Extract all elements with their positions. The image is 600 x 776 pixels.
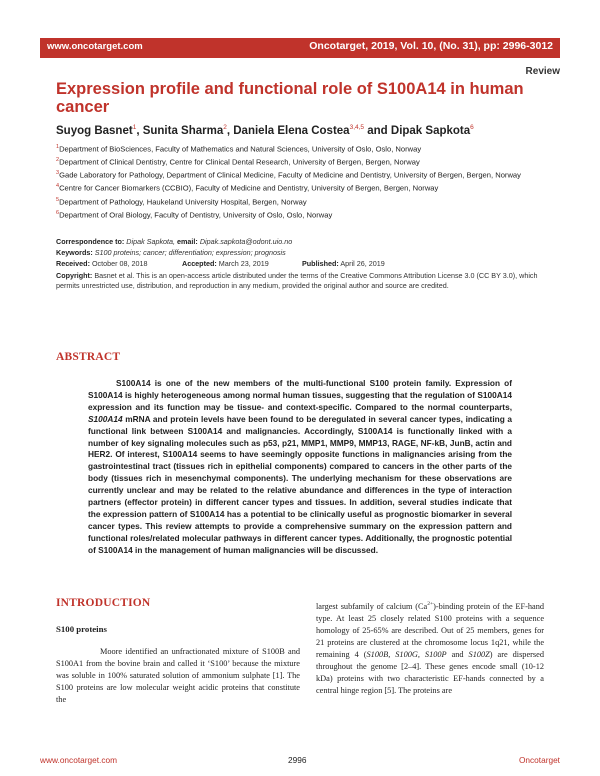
footer-site-url[interactable]: www.oncotarget.com xyxy=(40,755,118,765)
email-label: email: xyxy=(177,237,198,246)
author-separator: , xyxy=(226,124,234,137)
separator: , xyxy=(388,649,396,659)
copyright-text: Basnet et al. This is an open-access article distributed under the terms of the Creative Commons Attribution License 3.0 (CC BY 3.0), which permits unrestricted use, distribution, and reproduction in any medium, provided the original author and source are credited. xyxy=(56,270,538,291)
keywords-text: S100 proteins; cancer; differentiation; expression; prognosis xyxy=(94,247,286,257)
article-type-label: Review xyxy=(525,66,560,77)
abstract-text: S100A14 is one of the new members of the multi-functional S100 protein family. Expression of S100A14 is highly heterogeneous among normal human tissues, suggesting that the regulation of S100A14 expression and its function may be tissue- and context-specific. Compared to the normal counterparts, xyxy=(88,378,512,412)
affiliation-number: 3 xyxy=(56,170,60,177)
correspondence-email[interactable]: Dipak.sapkota@odont.uio.no xyxy=(199,237,293,246)
affiliation-number: 1 xyxy=(56,144,60,150)
copyright-label: Copyright: xyxy=(56,270,93,280)
accepted-label: Accepted: xyxy=(182,258,217,268)
author-affiliation-marker: 2 xyxy=(223,124,227,131)
received-label: Received: xyxy=(56,258,90,268)
section-subheading: S100 proteins xyxy=(56,624,107,634)
author-name: Suyog Basnet xyxy=(56,124,133,137)
gene-name: S100B xyxy=(366,649,389,659)
separator: and xyxy=(446,649,469,659)
header-citation: Oncotarget, 2019, Vol. 10, (No. 31), pp: 2996-3012 xyxy=(309,40,553,52)
paragraph-text: Moore identified an unfractionated mixture of S100B and S100A1 from the bovine brain and called it ‘S100’ because the mixture was soluble in 100% saturated solution of ammonium sulphate [1]. The S100 proteins are low molecular weight acidic proteins that constitute the xyxy=(56,647,300,704)
introduction-heading: INTRODUCTION xyxy=(56,597,151,609)
dates-line xyxy=(56,259,556,270)
abstract-heading: ABSTRACT xyxy=(56,351,121,363)
separator: , xyxy=(417,649,425,659)
affiliation-item xyxy=(56,168,556,181)
article-title: Expression profile and functional role of S100A14 in human cancer xyxy=(56,80,524,116)
correspondence-label: Correspondence to: xyxy=(56,237,125,246)
affiliation-text: Gade Laboratory for Pathology, Department of Clinical Medicine, Faculty of Medicine and Dentistry, University of Bergen, Bergen, Norway xyxy=(59,170,521,180)
affiliation-number: 2 xyxy=(56,157,60,164)
affiliation-item xyxy=(56,142,556,155)
published-date: April 26, 2019 xyxy=(340,258,385,268)
author-separator: , xyxy=(136,124,143,137)
paragraph-text: largest subfamily of calcium (Ca xyxy=(316,601,428,611)
article-metadata xyxy=(56,237,556,292)
author-name: Daniela Elena Costea xyxy=(233,124,350,137)
author-affiliation-marker: 6 xyxy=(470,124,474,131)
author-name: Sunita Sharma xyxy=(142,124,224,137)
affiliation-text: Department of Oral Biology, Faculty of Dentistry, University of Oslo, Oslo, Norway xyxy=(59,210,333,220)
superscript: 2+ xyxy=(427,601,434,607)
author-list xyxy=(56,124,474,137)
author-separator: and xyxy=(364,124,391,137)
body-column-right xyxy=(316,598,544,697)
published-label: Published: xyxy=(302,258,339,268)
page-footer xyxy=(40,755,560,767)
gene-name: S100G xyxy=(395,649,418,659)
keywords-label: Keywords: xyxy=(56,247,93,257)
affiliation-text: Department of BioSciences, Faculty of Mathematics and Natural Sciences, University of Oslo, Oslo, Norway xyxy=(59,144,422,154)
abstract-italic-gene: S100A14 xyxy=(88,413,123,424)
author-affiliation-marker: 1 xyxy=(132,124,137,131)
journal-header-bar xyxy=(40,38,560,58)
correspondence-line xyxy=(56,237,556,248)
affiliation-item xyxy=(56,208,556,221)
footer-journal-name: Oncotarget xyxy=(518,755,560,765)
affiliation-number: 4 xyxy=(56,183,60,190)
affiliation-number: 6 xyxy=(56,209,60,216)
keywords-line xyxy=(56,248,556,259)
abstract-body xyxy=(88,378,512,557)
affiliation-text: Centre for Cancer Biomarkers (CCBIO), Faculty of Medicine and Dentistry, University of Bergen, Bergen, Norway xyxy=(59,183,439,193)
affiliation-number: 5 xyxy=(56,196,60,203)
abstract-text: mRNA and protein levels have been found to be deregulated in several cancer types, indicating a functional link between S100A14 and malignancies. Accordingly, S100A14 is functionally linked with a number of key signaling molecules such as p53, p21, MMP1, MMP9, MMP13, RAGE, NF-kB, JunB, actin and HER2. Of interest, S100A14 seems to have seemingly opposite functions in malignancies arising from the gastrointestinal tract (tissues rich in epithelial components) compared to cancers in the other parts of the body (tissues rich in mesenchymal components). The underlying mechanism for these observations are currently unclear and may be related to the relative abundance and differences in the type of interaction partners (effector protein) in different cancer types and tissues. In addition, several studies indicate that the expression pattern of S100A14 has a potential to be clinically useful as prognostic biomarker in several cancer types. This review attempts to provide a comprehensive summary on the expression pattern and functional roles/related molecular pathways in different cancer types. Additionally, the prognostic potential of S100A14 in the management of human malignancies will be discussed. xyxy=(88,413,512,555)
gene-name: S100Z xyxy=(468,649,490,659)
body-column-left xyxy=(56,646,300,706)
received-date: October 08, 2018 xyxy=(91,258,148,268)
author-name: Dipak Sapkota xyxy=(390,124,471,137)
paragraph-text: )-binding protein of the EF-hand type. At least 25 closely related S100 proteins with a sequence homology of 25-65% are described. Out of 25 members, genes for 21 proteins are clustered at the chromosome locus 1q21, while the remaining 4 ( xyxy=(316,601,544,659)
affiliation-list xyxy=(56,142,556,221)
gene-name: S100P xyxy=(424,649,447,659)
correspondence-name: Dipak Sapkota, xyxy=(126,237,176,246)
copyright-notice xyxy=(56,271,556,293)
affiliation-text: Department of Pathology, Haukeland University Hospital, Bergen, Norway xyxy=(59,197,307,207)
author-affiliation-marker: 3,4,5 xyxy=(349,124,365,131)
header-site-url[interactable]: www.oncotarget.com xyxy=(47,41,143,52)
paragraph-text: ) are dispersed throughout the genome [2–4]. These genes encode small (10-12 kDa) proteins with two characteristic EF-hands connected by a central hinge region [5]. The proteins are xyxy=(316,649,544,695)
affiliation-item xyxy=(56,195,556,208)
page-number: 2996 xyxy=(288,755,307,765)
accepted-date: March 23, 2019 xyxy=(218,258,269,268)
affiliation-item xyxy=(56,155,556,168)
affiliation-text: Department of Clinical Dentistry, Centre for Clinical Dental Research, University of Bergen, Bergen, Norway xyxy=(59,157,420,167)
affiliation-item xyxy=(56,181,556,194)
